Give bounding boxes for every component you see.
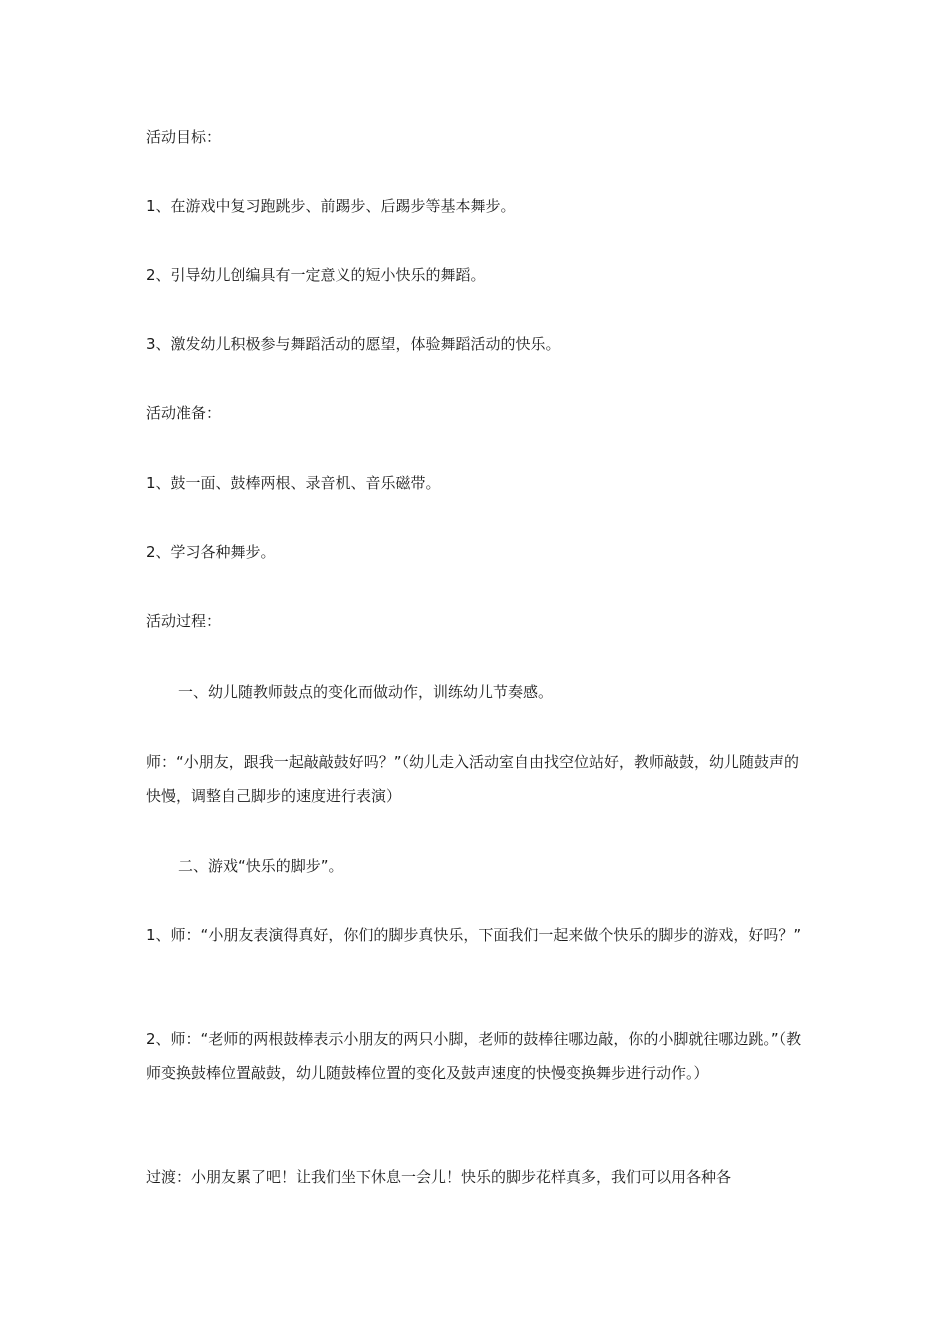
heading-activity-goals: 活动目标： bbox=[146, 128, 222, 146]
preparation-item-1: 1、鼓一面、鼓棒两根、录音机、音乐磁带。 bbox=[146, 474, 441, 492]
goal-item-2: 2、引导幼儿创编具有一定意义的短小快乐的舞蹈。 bbox=[146, 266, 486, 284]
heading-activity-process: 活动过程： bbox=[146, 612, 222, 630]
goal-item-1: 1、在游戏中复习跑跳步、前踢步、后踢步等基本舞步。 bbox=[146, 197, 516, 215]
process-section-1: 一、幼儿随教师鼓点的变化而做动作，训练幼儿节奏感。 bbox=[178, 683, 554, 701]
preparation-item-2: 2、学习各种舞步。 bbox=[146, 543, 276, 561]
process-section-2: 二、游戏“快乐的脚步”。 bbox=[178, 857, 344, 875]
heading-activity-preparation: 活动准备： bbox=[146, 404, 222, 422]
game-step-1: 1、师：“小朋友表演得真好，你们的脚步真快乐，下面我们一起来做个快乐的脚步的游戏，好吗？” bbox=[146, 926, 802, 944]
goal-item-3: 3、激发幼儿积极参与舞蹈活动的愿望，体验舞蹈活动的快乐。 bbox=[146, 335, 561, 353]
process-teacher-speech-1: 师：“小朋友，跟我一起敲敲鼓好吗？”（幼儿走入活动室自由找空位站好，教师敲鼓，幼儿随鼓声的快慢，调整自己脚步的速度进行表演） bbox=[146, 753, 800, 805]
transition-text: 过渡：小朋友累了吧！让我们坐下休息一会儿！快乐的脚步花样真多，我们可以用各种各 bbox=[146, 1168, 732, 1186]
game-step-2: 2、师：“老师的两根鼓棒表示小朋友的两只小脚，老师的鼓棒往哪边敲，你的小脚就往哪边跳。”（教师变换鼓棒位置敲鼓，幼儿随鼓棒位置的变化及鼓声速度的快慢变换舞步进行动作。） bbox=[146, 1030, 802, 1082]
